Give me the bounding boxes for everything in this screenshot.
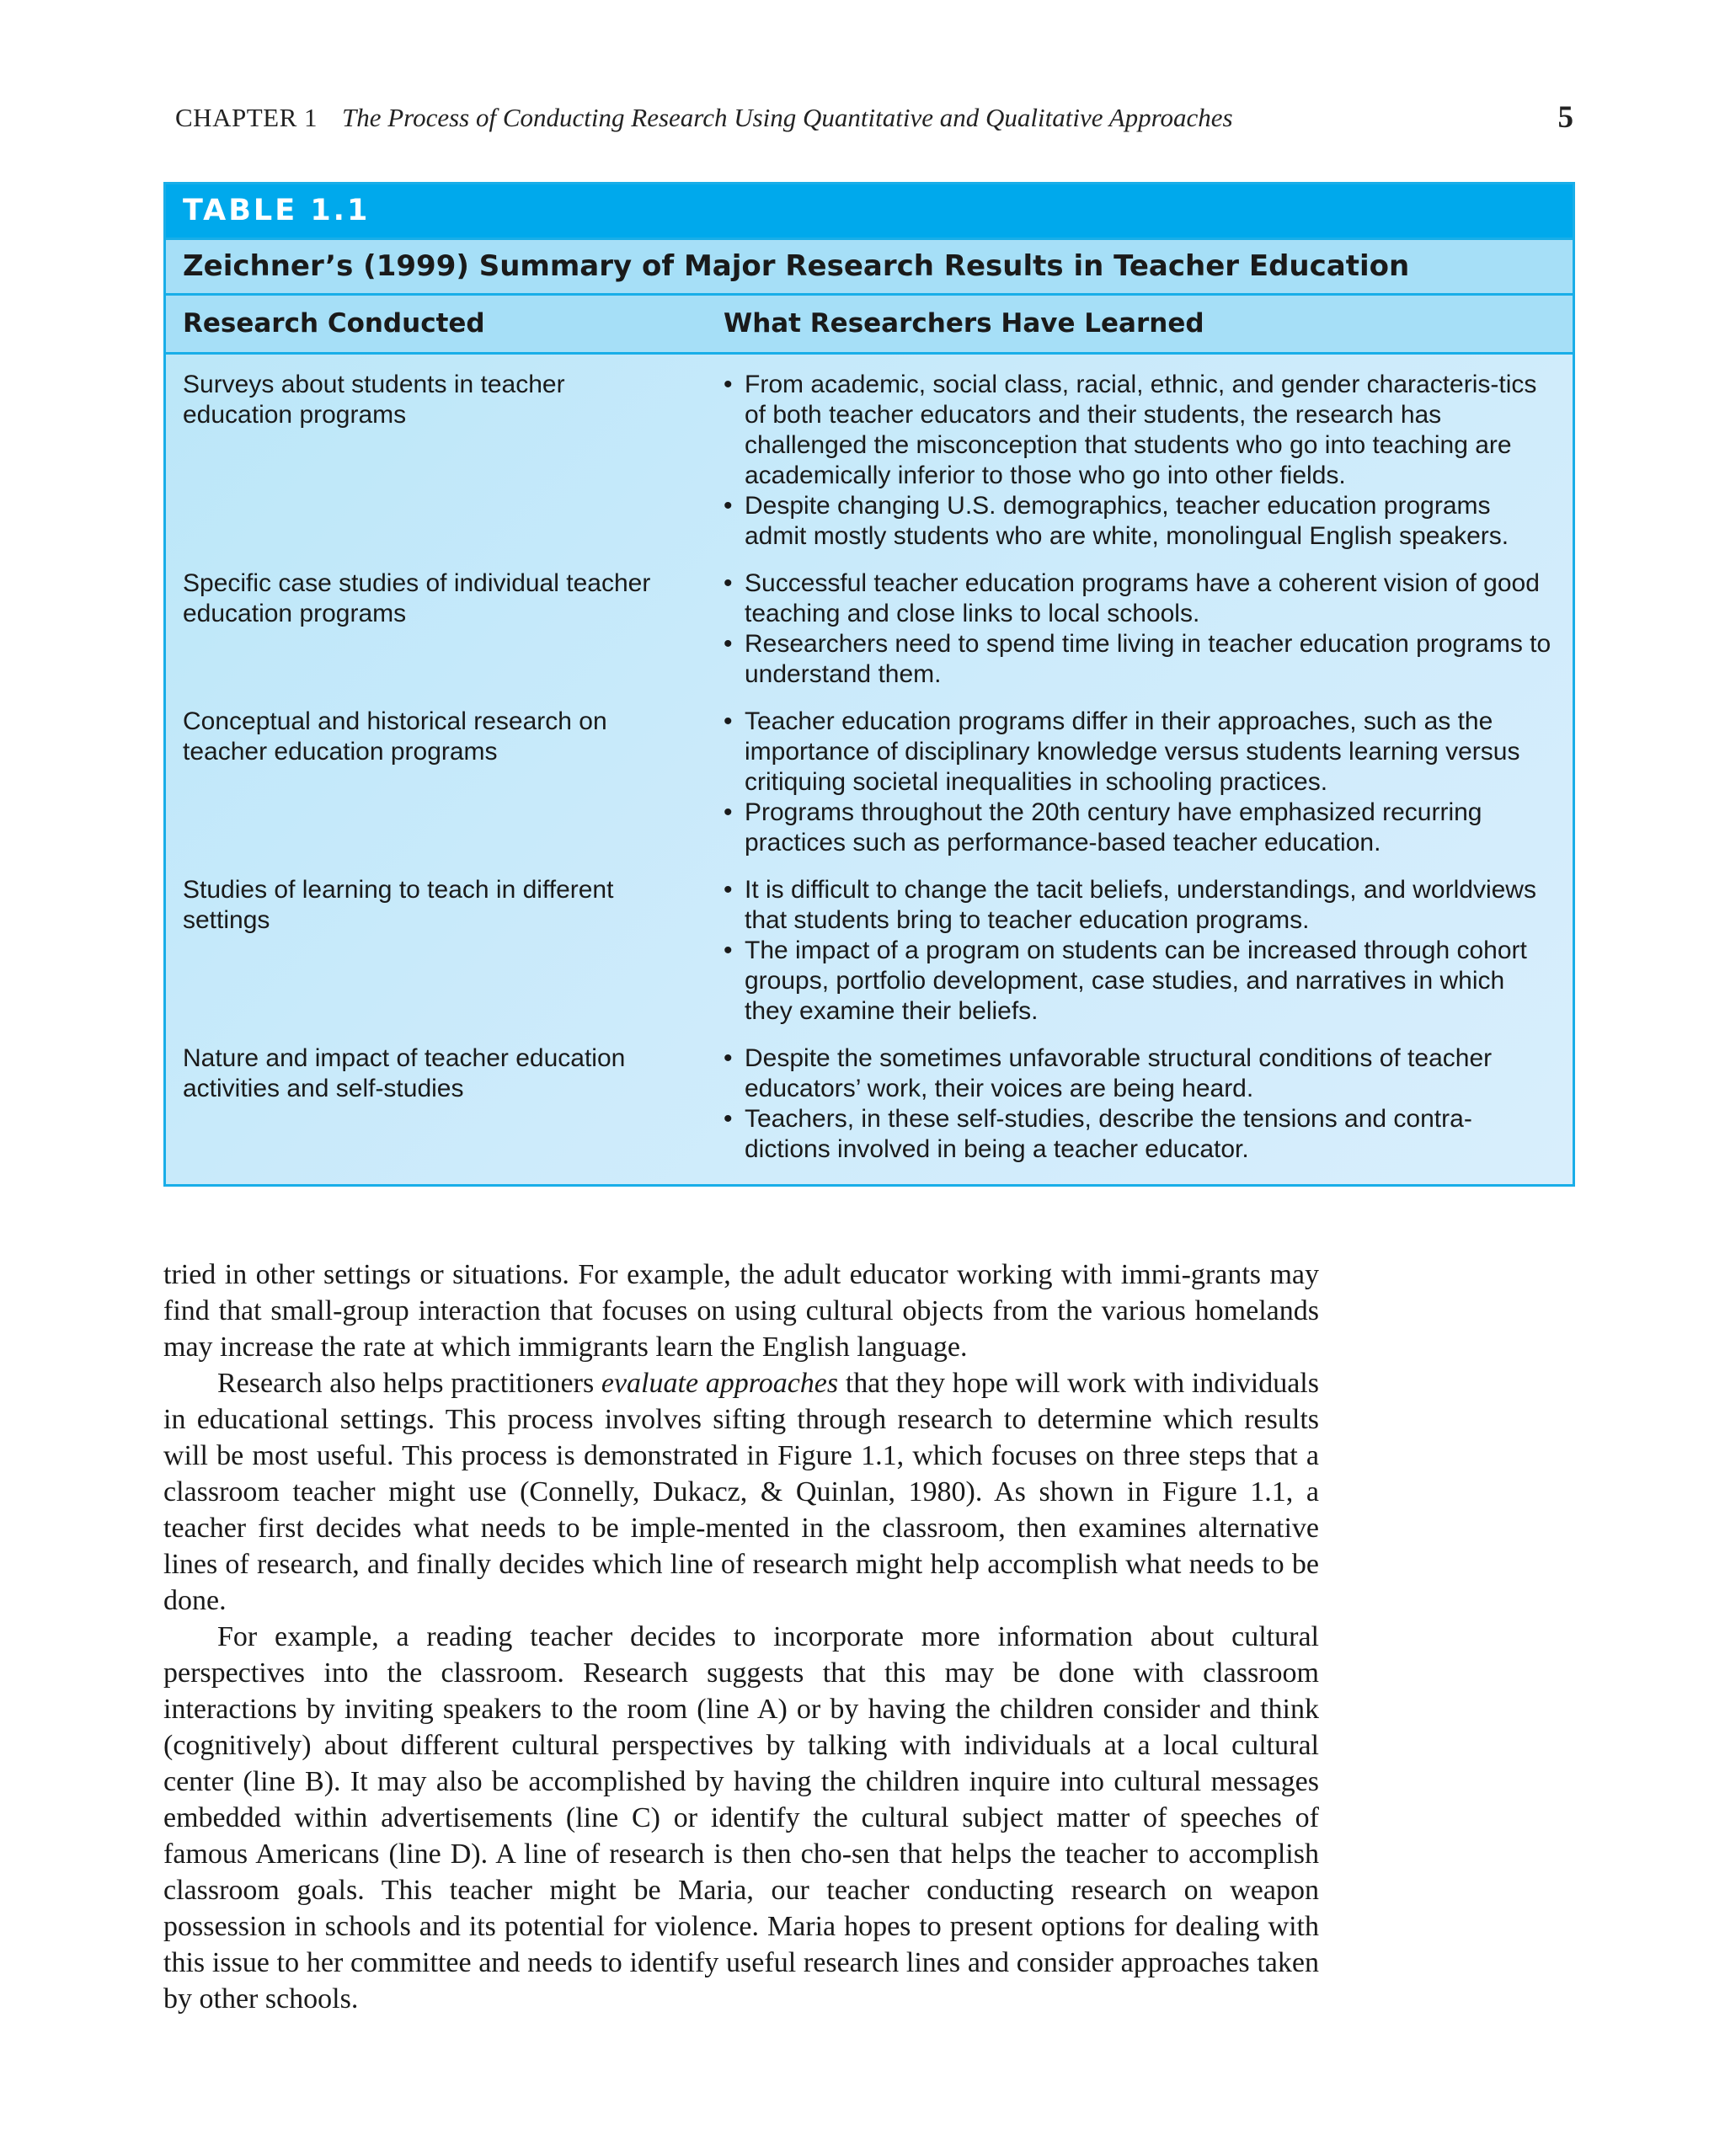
finding-text: It is difficult to change the tacit beliefs, understandings, and worldviews that students bring to teacher education programs.	[745, 876, 1536, 934]
finding-item	[724, 936, 1557, 1027]
table-body	[166, 355, 1573, 1165]
bullet-icon: •	[724, 707, 733, 735]
paragraph: For example, a reading teacher decides to incorporate more information about cultural perspectives into the classroom. Research suggests that this may be done with classroom interactions by inviting speakers to the room (line A) or by having the children consider and think (cognitively) about different cultural perspectives by talking with individuals at a local cultural center (line B). It may also be accomplished by having the children inquire into cultural messages embedded within advertisements (line C) or identify the cultural subject matter of speeches of famous Americans (line D). A line of research is then cho-sen that helps the teacher to accomplish classroom goals. This teacher might be Maria, our teacher conducting research on weapon possession in schools and its potential for violence. Maria hopes to present options for dealing with this issue to her committee and needs to identify useful research lines and consider approaches taken by other schools.	[163, 1621, 1319, 2015]
paragraph: tried in other settings or situations. For example, the adult educator working with immi-grants may find that small-group interaction that focuses on using cultural objects from the various homelands may increase the rate at which immigrants learn the English language.	[163, 1259, 1319, 1363]
learned-cell	[724, 875, 1557, 1027]
finding-item	[724, 370, 1557, 491]
finding-item	[724, 629, 1557, 690]
bullet-icon: •	[724, 630, 733, 658]
finding-text: Successful teacher education programs have a coherent vision of good teaching and close links to local schools.	[745, 569, 1540, 627]
table-row	[166, 370, 1573, 552]
bullet-icon: •	[724, 569, 733, 597]
learned-cell	[724, 568, 1557, 690]
research-cell: Studies of learning to teach in different settings	[183, 876, 614, 934]
finding-text: From academic, social class, racial, ethnic, and gender characteris-tics of both teacher educators and their students, the research has challenged the misconception that students who go into teaching are academically inferior to those who go into other fields.	[745, 371, 1537, 489]
body-text	[163, 1257, 1319, 2017]
finding-item	[724, 1104, 1557, 1165]
finding-text: Teacher education programs differ in their approaches, such as the importance of disciplinary knowledge versus students learning versus critiquing societal inequalities in schooling practices.	[745, 707, 1520, 796]
column-header-learned: What Researchers Have Learned	[724, 308, 1204, 339]
bullet-icon: •	[724, 876, 733, 904]
research-cell: Surveys about students in teacher education programs	[183, 371, 565, 429]
finding-item	[724, 707, 1557, 798]
research-cell: Nature and impact of teacher education activities and self-studies	[183, 1044, 626, 1102]
finding-text: Despite the sometimes unfavorable structural conditions of teacher educators’ work, their voices are being heard.	[745, 1044, 1493, 1102]
finding-text: Despite changing U.S. demographics, teacher education programs admit mostly students who are white, monolingual English speakers.	[745, 492, 1509, 550]
finding-item	[724, 798, 1557, 858]
finding-item	[724, 568, 1557, 629]
finding-item	[724, 1043, 1557, 1104]
table-row	[166, 707, 1573, 858]
finding-text: The impact of a program on students can be increased through cohort groups, portfolio development, case studies, and narratives in which they examine their beliefs.	[745, 937, 1527, 1025]
page-number: 5	[1557, 100, 1573, 135]
running-head	[175, 100, 1573, 136]
research-cell: Specific case studies of individual teacher education programs	[183, 569, 651, 627]
bullet-icon: •	[724, 371, 733, 398]
finding-text: Teachers, in these self-studies, describe the tensions and contra-dictions involved in being a teacher educator.	[745, 1105, 1472, 1163]
learned-cell	[724, 370, 1557, 552]
table-row	[166, 875, 1573, 1027]
table-label: TABLE 1.1	[166, 184, 1573, 237]
chapter-title: The Process of Conducting Research Using Quantitative and Qualitative Approaches	[342, 103, 1233, 132]
table-1-1	[163, 182, 1575, 1187]
emphasis-text: evaluate approaches	[601, 1368, 839, 1399]
learned-cell	[724, 707, 1557, 858]
paragraph-text: Research also helps practitioners	[217, 1368, 601, 1399]
finding-item	[724, 875, 1557, 936]
learned-cell	[724, 1043, 1557, 1165]
finding-item	[724, 491, 1557, 552]
finding-text: Programs throughout the 20th century have emphasized recurring practices such as performance-based teacher education.	[745, 798, 1482, 857]
research-cell: Conceptual and historical research on teacher education programs	[183, 707, 607, 766]
bullet-icon: •	[724, 1105, 733, 1133]
bullet-icon: •	[724, 492, 733, 520]
column-header-research: Research Conducted	[183, 308, 485, 339]
chapter-label: CHAPTER 1	[175, 103, 318, 132]
table-column-headers	[166, 296, 1573, 355]
table-row	[166, 568, 1573, 690]
finding-text: Researchers need to spend time living in teacher education programs to understand them.	[745, 630, 1551, 688]
paragraph	[163, 1365, 1319, 1619]
bullet-icon: •	[724, 798, 733, 826]
bullet-icon: •	[724, 1044, 733, 1072]
table-row	[166, 1043, 1573, 1165]
bullet-icon: •	[724, 937, 733, 964]
paragraph-text: that they hope will work with individuals in educational settings. This process involves sifting through research to determine which results will be most useful. This process is demonstrated in Figure 1.1, which focuses on three steps that a classroom teacher might use (Connelly, Dukacz, & Quinlan, 1980). As shown in Figure 1.1, a teacher first decides what needs to be imple-mented in the classroom, then examines alternative lines of research, and finally decides which line of research might help accomplish what needs to be done.	[163, 1368, 1319, 1616]
table-caption: Zeichner’s (1999) Summary of Major Research Results in Teacher Education	[166, 237, 1573, 296]
